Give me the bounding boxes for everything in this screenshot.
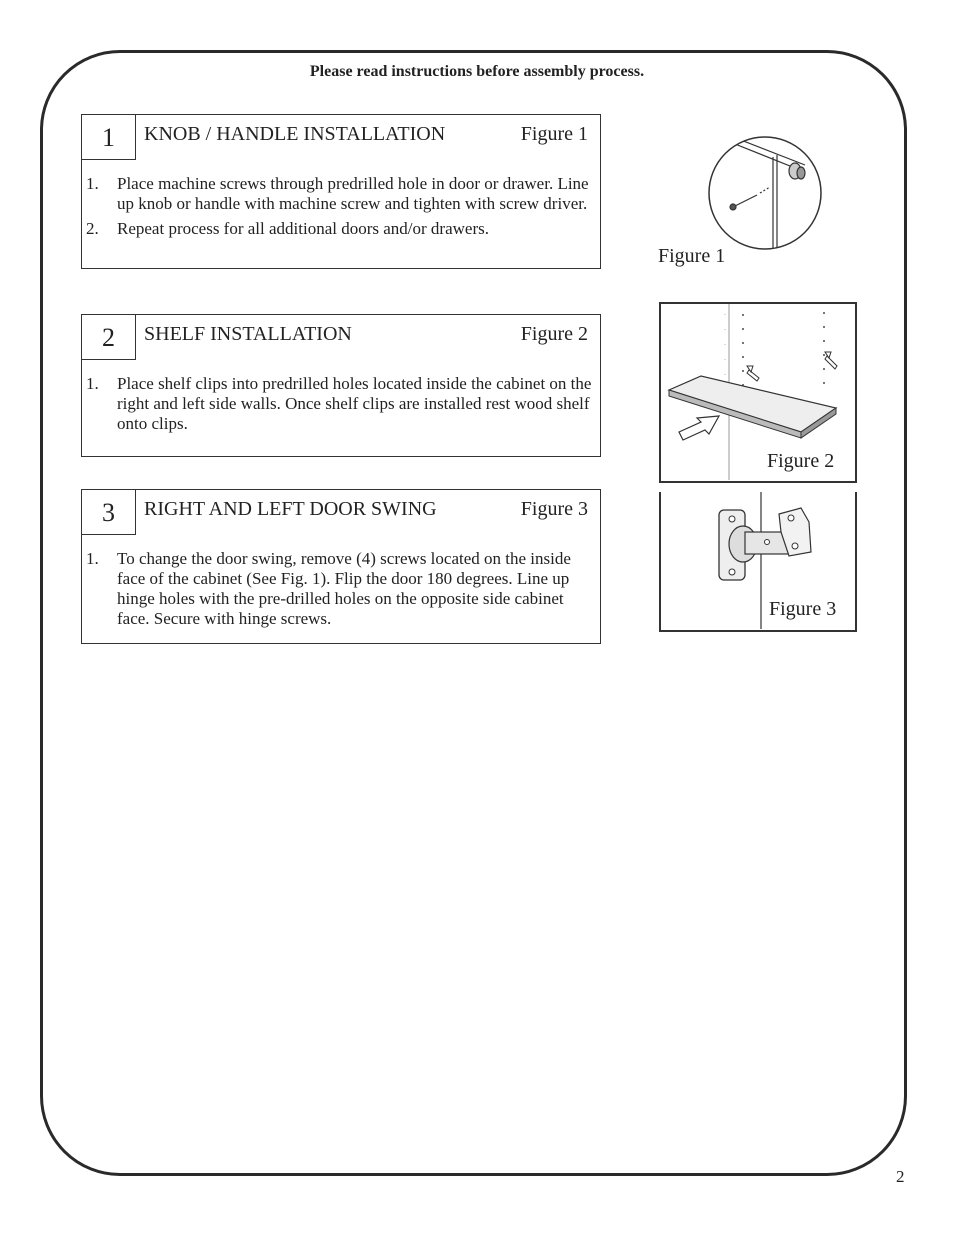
item-number: 1. [86, 174, 99, 193]
step-instructions [86, 374, 598, 439]
step-number: 1 [82, 115, 136, 160]
figure-2-label: Figure 2 [767, 450, 835, 472]
figure-3-box [659, 492, 857, 632]
step-title: SHELF INSTALLATION [144, 323, 352, 345]
step-instructions [86, 174, 598, 244]
knob-illustration [705, 135, 830, 255]
step-figure-ref: Figure 2 [520, 323, 588, 345]
step-figure-ref: Figure 3 [520, 498, 588, 520]
instruction-item [86, 174, 598, 214]
step-title: RIGHT AND LEFT DOOR SWING [144, 498, 437, 520]
figure-1-label: Figure 1 [658, 245, 726, 267]
item-text: Place machine screws through predrilled hole in door or drawer. Line up knob or handle with machine screw and tighten with screw driver. [117, 174, 589, 213]
step-2-box [81, 314, 601, 457]
header-note: Please read instructions before assembly process. [309, 63, 645, 80]
step-3-box [81, 489, 601, 644]
page-number: 2 [896, 1167, 905, 1186]
figure-2-box [659, 302, 857, 483]
item-number: 1. [86, 549, 99, 568]
item-number: 2. [86, 219, 99, 238]
figure-3-label: Figure 3 [769, 598, 837, 620]
step-instructions [86, 549, 598, 634]
item-text: Place shelf clips into predrilled holes located inside the cabinet on the right and left side walls. Once shelf clips are installed rest wood shelf onto clips. [117, 374, 592, 433]
step-1-box [81, 114, 601, 269]
step-number: 3 [82, 490, 136, 535]
instruction-item [86, 219, 598, 239]
item-number: 1. [86, 374, 99, 393]
step-title: KNOB / HANDLE INSTALLATION [144, 123, 446, 145]
item-text: Repeat process for all additional doors and/or drawers. [117, 219, 489, 238]
item-text: To change the door swing, remove (4) screws located on the inside face of the cabinet (See Fig. 1). Flip the door 180 degrees. Line up hinge holes with the pre-drilled holes on the opposite side cabinet face. Secure with hinge screws. [117, 549, 571, 628]
instruction-item [86, 549, 598, 629]
step-figure-ref: Figure 1 [520, 123, 588, 145]
step-number: 2 [82, 315, 136, 360]
instruction-item [86, 374, 598, 434]
